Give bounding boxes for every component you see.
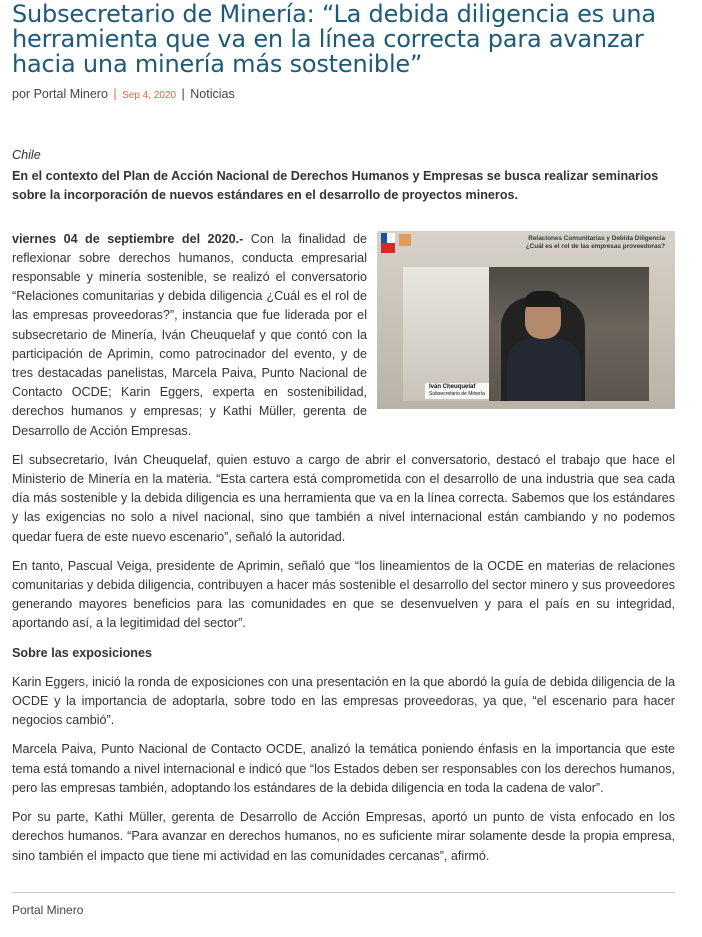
speaker-hair [524, 291, 562, 307]
speaker-role: Subsecretario de Minería [429, 390, 485, 397]
office-window [403, 267, 489, 401]
meta-separator-2: | [181, 87, 185, 101]
video-frame [403, 267, 649, 401]
speaker-name: Iván Cheuquelaf [429, 383, 476, 390]
footer-divider [12, 892, 675, 893]
article-photo [377, 231, 675, 409]
author-link[interactable]: Portal Minero [33, 87, 108, 101]
article-content [12, 230, 675, 866]
meta-separator: | [113, 87, 117, 101]
speaker-body [507, 339, 581, 401]
meta-prefix: por [12, 87, 31, 101]
category-link[interactable]: Noticias [190, 87, 235, 101]
paragraph-5: Marcela Paiva, Punto Nacional de Contacto OCDE, analizó la temática poniendo énfasis en la importancia que este tema está tomando a nivel internacional e indicó que “los Estados deben ser responsables con los derechos humanos, pero las empresas también, adoptando los estándares de la debida diligencia en toda la cadena de valor”. [12, 742, 675, 795]
paragraph-4: Karin Eggers, inició la ronda de exposiciones con una presentación en la que abordó la guía de debida diligencia de la OCDE y la importancia de adoptarla, sobre todo en las empresas proveedoras, ya que, “el escenario para hacer negocios cambió”. [12, 674, 675, 728]
article-body [12, 146, 675, 876]
article-title: Subsecretario de Minería: “La debida diligencia es una herramienta que va en la línea correcta para avanzar hacia una minería más sostenible” [12, 0, 656, 78]
paragraph-3: En tanto, Pascual Veiga, presidente de Aprimin, señaló que “los lineamientos de la OCDE en materias de relaciones comunitarias y debida diligencia, contribuyen a hacer más sostenible el desarrollo del sector minero y sus proveedores generando mayores beneficios para las comunidades en que se desenvuelven y para el país en su integridad, aportando así, a la legitimidad del sector”. [12, 558, 675, 631]
photo-caption-title: Relaciones Comunitarias y Debida Diligencia ¿Cuál es el rol de las empresas proveedoras? [525, 234, 665, 250]
publish-date: Sep 4, 2020 [122, 90, 177, 101]
section-heading: Sobre las exposiciones [12, 645, 152, 660]
ministry-logo-icon [399, 234, 411, 246]
paragraph-1-text: Con la finalidad de reflexionar sobre derechos humanos, conducta empresarial responsable y minería sostenible, se realizó el conversatorio “Relaciones comunitarias y debida diligencia ¿Cuál es el rol de las empresas proveedoras?”, instancia que fue liderada por el subsecretario de Minería, Iván Cheuquelaf y que contó con la participación de Aprimin, como patrocinador del evento, y de tres destacadas panelistas, Marcela Paiva, Punto Nacional de Contacto OCDE; Karin Eggers, experta en sostenibilidad, derechos humanos y empresas; y Kathi Müller, gerenta de Desarrollo de Acción Empresas. [12, 231, 367, 438]
speaker-name-caption [425, 383, 489, 399]
article-meta [12, 87, 235, 101]
article-lead: En el contexto del Plan de Acción Nacional de Derechos Humanos y Empresas se busca realizar seminarios sobre la incorporación de nuevos estándares en el desarrollo de proyectos mineros. [12, 169, 659, 203]
article-country: Chile [12, 148, 41, 162]
chile-flag-icon [381, 233, 395, 253]
dateline: viernes 04 de septiembre del 2020.- [12, 231, 244, 246]
paragraph-2: El subsecretario, Iván Cheuquelaf, quien estuvo a cargo de abrir el conversatorio, destacó el trabajo que hace el Ministerio de Minería en la materia. “Esta cartera está comprometida con el desarrollo de una industria que sea cada día más sostenible y la debida diligencia es una herramienta que va en la línea correcta. Sabemos que los estándares y las exigencias no solo a nivel nacional, sino que también a nivel internacional están cambiando y no podemos quedar fuera de este nuevo escenario”, señaló la autoridad. [12, 452, 675, 544]
paragraph-6: Por su parte, Kathi Müller, gerenta de Desarrollo de Acción Empresas, aportó un punto de vista enfocado en los derechos humanos. “Para avanzar en derechos humanos, no es suficiente mirar solamente desde la propia empresa, sino también el impacto que tiene mi actividad en las comunidades cercanas”, afirmó. [12, 810, 675, 863]
footer-source: Portal Minero [12, 903, 84, 917]
